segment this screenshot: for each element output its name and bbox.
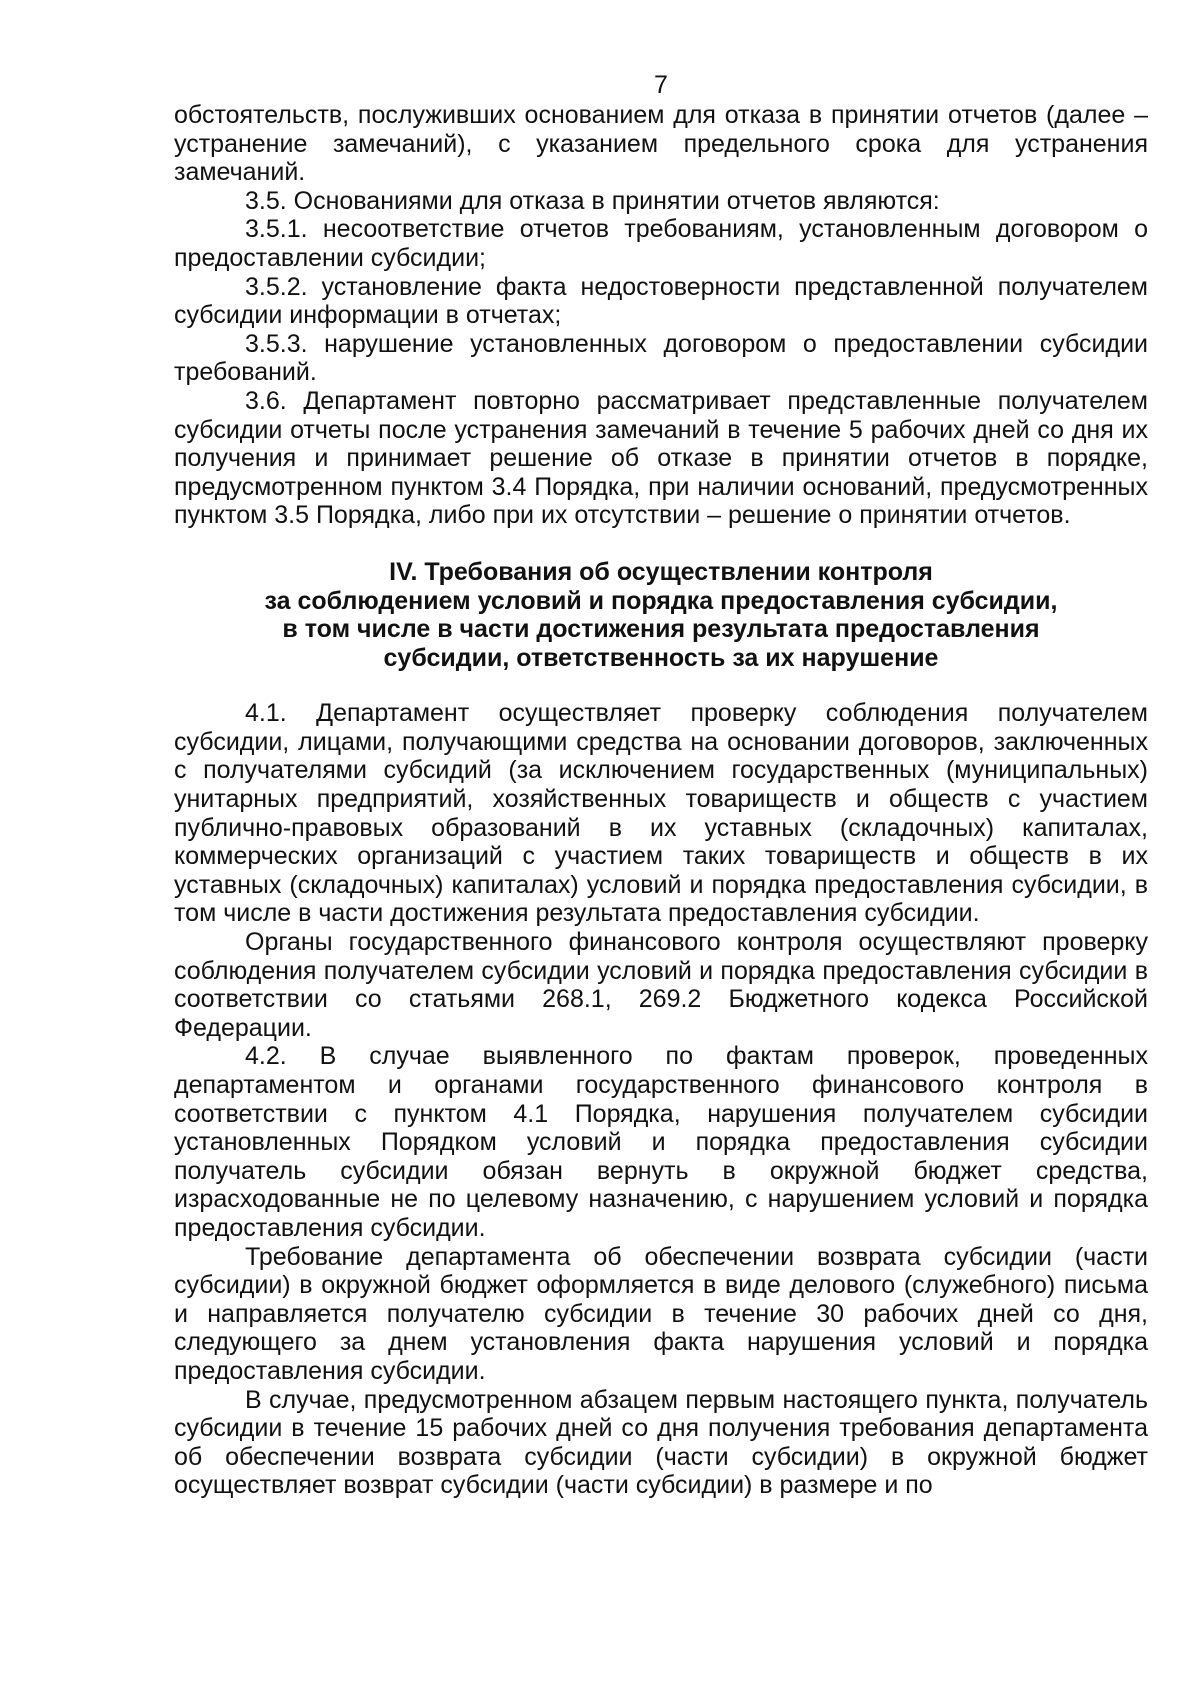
paragraph-3-5-2: 3.5.2. установление факта недостоверности представленной получателем субсидии информации в отчетах; <box>174 272 1148 330</box>
paragraph-continuation: обстоятельств, послуживших основанием для отказа в принятии отчетов (далее – устранение замечаний), с указанием предельного срока для устранения замечаний. <box>174 101 1148 187</box>
document-page <box>174 70 1148 1500</box>
section-heading-line-3: в том числе в части достижения результата предоставления <box>282 615 1040 644</box>
paragraph-3-6: 3.6. Департамент повторно рассматривает представленные получателем субсидии отчеты после устранения замечаний в течение 5 рабочих дней со дня их получения и принимает решение об отказе в принятии отчетов в порядке, предусмотренном пунктом 3.4 Порядка, при наличии оснований, предусмотренных пунктом 3.5 Порядка, либо при их отсутствии – решение о принятии отчетов. <box>174 386 1148 530</box>
page-number: 7 <box>654 71 668 99</box>
section-heading <box>174 558 1148 672</box>
paragraph-3-5-3: 3.5.3. нарушение установленных договором о предоставлении субсидии требований. <box>174 329 1148 387</box>
paragraph-3-5-1: 3.5.1. несоответствие отчетов требованиям, установленным договором о предоставлении субсидии; <box>174 215 1148 272</box>
section-heading-line-1: IV. Требования об осуществлении контроля <box>389 557 933 586</box>
paragraph-4-2: 4.2. В случае выявленного по фактам проверок, проведенных департаментом и органами государственного финансового контроля в соответствии с пунктом 4.1 Порядка, нарушения получателем субсидии установленных Порядком условий и порядка предоставления субсидии получатель субсидии обязан вернуть в окружной бюджет средства, израсходованные не по целевому назначению, с нарушением условий и порядка предоставления субсидии. <box>174 1042 1148 1242</box>
paragraph-return-case: В случае, предусмотренном абзацем первым настоящего пункта, получатель субсидии в течение 15 рабочих дней со дня получения требования департамента об обеспечении возврата субсидии (части субсидии) в окружной бюджет осуществляет возврат субсидии (части субсидии) в размере и по <box>174 1385 1148 1500</box>
paragraph-return-requirement: Требование департамента об обеспечении возврата субсидии (части субсидии) в окружной бюджет оформляется в виде делового (служебного) письма и направляется получателю субсидии в течение 30 рабочих дней со дня, следующего за днем установления факта нарушения условий и порядка предоставления субсидии. <box>174 1242 1148 1385</box>
paragraph-3-5: 3.5. Основаниями для отказа в принятии отчетов являются: <box>245 186 940 215</box>
section-heading-line-4: субсидии, ответственность за их нарушение <box>383 643 939 672</box>
section-heading-line-2: за соблюдением условий и порядка предоставления субсидии, <box>264 586 1058 615</box>
paragraph-financial-control: Органы государственного финансового контроля осуществляют проверку соблюдения получателем субсидии условий и порядка предоставления субсидии в соответствии со статьями 268.1, 269.2 Бюджетного кодекса Российской Федерации. <box>174 928 1148 1042</box>
paragraph-4-1: 4.1. Департамент осуществляет проверку соблюдения получателем субсидии, лицами, получающими средства на основании договоров, заключенных с получателями субсидий (за исключением государственных (муниципальных) унитарных предприятий, хозяйственных товариществ и обществ с участием публично-правовых образований в их уставных (складочных) капиталах, коммерческих организаций с участием таких товариществ и обществ в их уставных (складочных) капиталах) условий и порядка предоставления субсидии, в том числе в части достижения результата предоставления субсидии. <box>174 699 1148 928</box>
